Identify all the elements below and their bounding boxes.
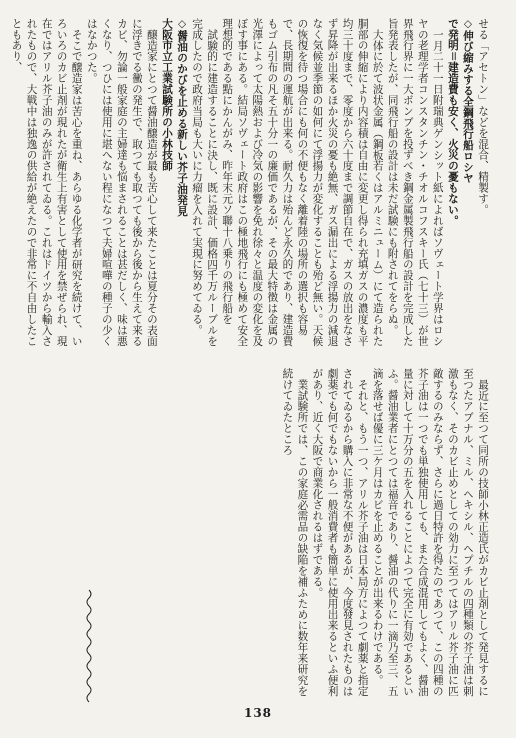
page-number: 138 (243, 706, 273, 720)
article-heading-mustard-oil: ◇醤油のかびを止める新しい芥子油発見 (176, 18, 189, 217)
upper-text-band (10, 18, 490, 348)
body-paragraph: 醸造家にとつて醤油醸造が最も苦心して来たことは夏分その表面に浮きでる黴の発生で、取つても取つても後から後から生えて来るカビ、勿論一般家庭の主婦達も悩まされることは甚だしく、味は悪くなり、つひには使用に堪へない程になつて夫婦喧嘩の種子の少くはなかつた。 (85, 18, 158, 347)
body-paragraph: 最近に至つて同所の技師小林正造氏がカビ止剤として発見するに至つたアブナル、ミル、ヘキシル、ヘプチルの四種類の芥子油は刺激もなく、そのカビ止めとしての効力に至つてはアリル芥子油に匹敵するのみならず、さらに過日特許を得たのであつて、この四種の芥子油は一つでも単独使用しても、また合成混用してもよく、醤油量に対して十万分の五を入れることによつて完全に有効であるといふ。醤油業者にとつては福音であり、醤油の代りに一滴乃至三、五滴を落せば優に三ケ月はカビを止めることが出来るわけである。 (371, 368, 489, 697)
lower-text-band (36, 368, 490, 703)
body-paragraph: 大体に於て波状金属（鋼板若くはアルミニューム）にて造られた胴部の伸縮により内容積は自由に変更し得られ充填ガスの濃度も平均三十度まで、零度から六十度まで調節自在で、ガスの放出をなさず昇降が出来るほか火災の憂も絶無、ガス漏出による浮揚力の減退なく気候並季節の如何にて浮揚力が変化することも殆ど無い。天候の恢復を待つ場合にも何の不便もなく離着陸の場所の選択も容易で、長期間の運航が出来る。耐久力は殆んど永久的であり、建造費もゴム引布の凡そ五十分一の廉価であるが、その最大特徴は金属の光澤によって太陽熱および冷気の影響を免れ徐々と温度の変化を及ぼす事にある。結局ソヴェート政府はこの極地飛行にも極めて安全理想的である點にかんがみ、昨年末元ソ聯十八乗りの飛行船を (221, 18, 384, 347)
article-subheading-airship: で発明＝建造費も安く、火災の憂もない。 (446, 18, 459, 227)
body-paragraph: そこで醸造家は苦心を重ね、あらゆる化学者が研究を続けて、いろいろのカビ止剤が現れたが衛生上有害として使用を禁ぜられ、現在ではアリル芥子油のみが許されてゐる。これはドイツから輸入されたもので、大戦中は独逸の供給が絶えたので非常に不自由したこともあり、 (10, 18, 83, 347)
body-paragraph: 試験的に建造することに決し、既に設計、価格四千万ルーブルを完成したので政府当局も大いに力瘤を入れて実現に努めてゐる。 (191, 18, 219, 347)
article-subheading-mustard-oil: 大阪市立工業試験所の小林技師 (161, 18, 174, 172)
article-heading-airship: ◇伸び縮みする全鋼飛行船ロシヤ (461, 18, 474, 184)
end-ornament-wavy-line (84, 590, 94, 702)
body-paragraph: それと、もう一つ、アリル芥子油は日本局方によつて劇薬と指定されてゐるから購入に非常な不便があるが、今度發見されたものは劇薬でも何でもないから一般消費者も簡単に使用出来るといふ便利があり、近く大阪で商業化されるはずである。 (311, 368, 369, 697)
body-paragraph: 一月二十一日附瑞典ゲンシット紙によればソヴェート学界はロシヤの老理学者コンスタンチン・チオルコフスキー氏（七十三）が世界飛行界に一大ボンブを投ずべき鋼金属製飛行船の設計を完成した旨発表したが、同飛行船の設計は未だ試験にも附されてをらぬ。 (386, 18, 444, 347)
body-paragraph: 業試験所では、この家庭必需品の缺陥を補ふために数年来研究を続けてゐたところ (281, 368, 309, 697)
continuation-paragraph: せる「アセトン」などを混合、精製す。 (477, 18, 489, 216)
